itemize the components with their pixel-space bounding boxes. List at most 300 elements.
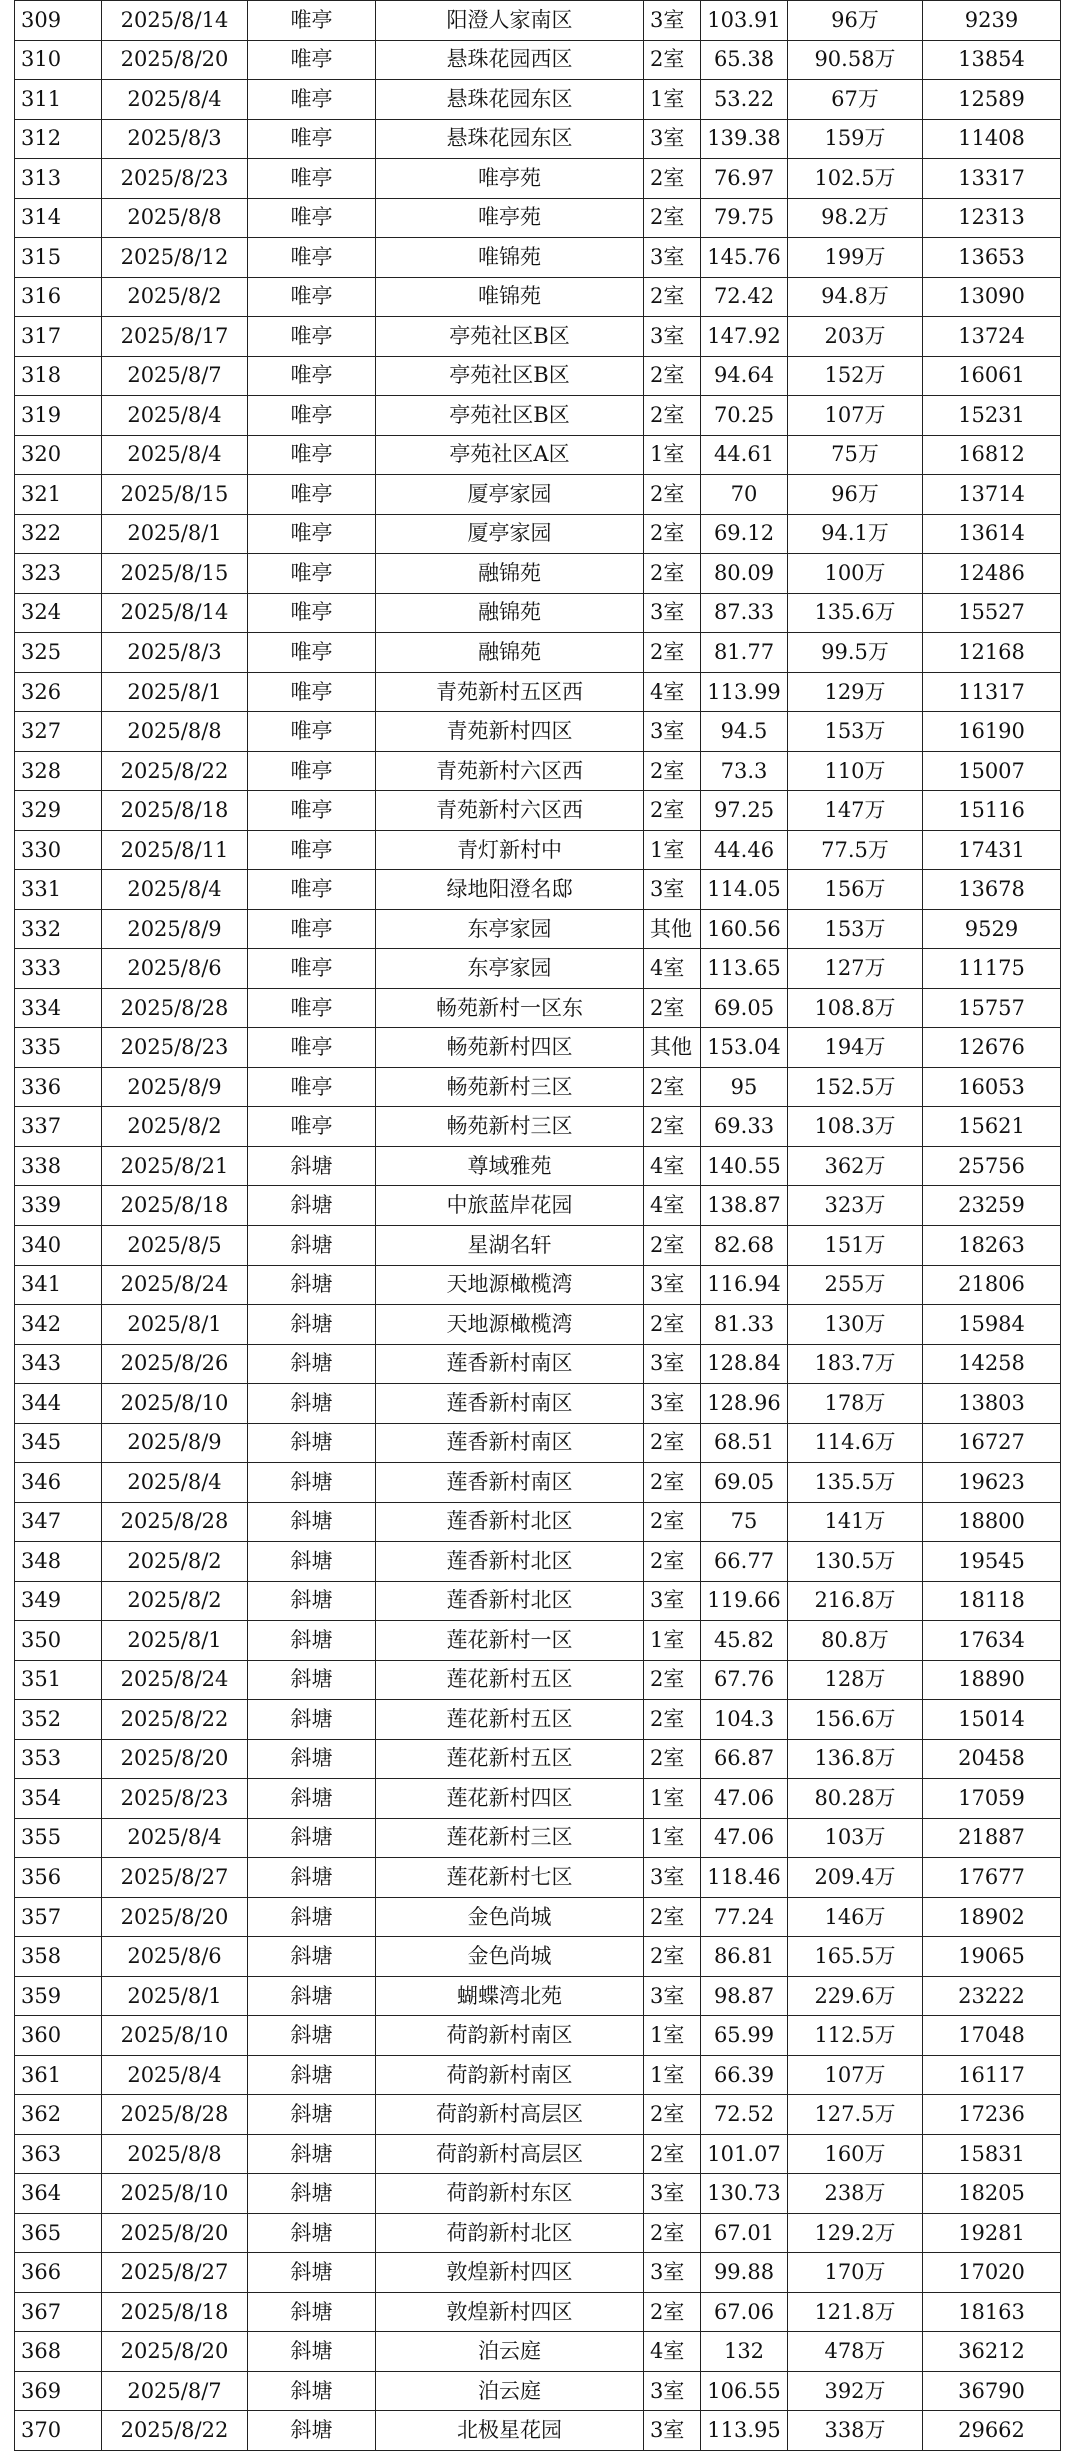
rooms-cell: 4室 <box>644 1186 701 1226</box>
unit-price-cell: 11175 <box>923 949 1061 989</box>
price-cell: 141万 <box>788 1502 923 1542</box>
price-cell: 151万 <box>788 1225 923 1265</box>
unit-price-cell: 16812 <box>923 435 1061 475</box>
rooms-cell: 1室 <box>644 80 701 120</box>
unit-price-cell: 15757 <box>923 988 1061 1028</box>
rooms-cell: 2室 <box>644 791 701 831</box>
table-row <box>15 1463 1061 1503</box>
date-cell: 2025/8/28 <box>102 1502 248 1542</box>
community-cell: 莲花新村五区 <box>376 1660 644 1700</box>
district-cell: 斜塘 <box>248 1542 376 1582</box>
unit-price-cell: 19545 <box>923 1542 1061 1582</box>
district-cell: 唯亭 <box>248 672 376 712</box>
district-cell: 唯亭 <box>248 119 376 159</box>
community-cell: 唯锦苑 <box>376 277 644 317</box>
community-cell: 莲花新村一区 <box>376 1621 644 1661</box>
table-row <box>15 2055 1061 2095</box>
table-row <box>15 1305 1061 1345</box>
date-cell: 2025/8/15 <box>102 475 248 515</box>
date-cell: 2025/8/22 <box>102 1700 248 1740</box>
price-cell: 159万 <box>788 119 923 159</box>
price-cell: 392万 <box>788 2371 923 2411</box>
row-number-cell: 370 <box>15 2411 102 2451</box>
price-cell: 216.8万 <box>788 1581 923 1621</box>
rooms-cell: 3室 <box>644 317 701 357</box>
unit-price-cell: 15831 <box>923 2134 1061 2174</box>
area-cell: 47.06 <box>701 1779 788 1819</box>
district-cell: 斜塘 <box>248 2213 376 2253</box>
row-number-cell: 341 <box>15 1265 102 1305</box>
unit-price-cell: 17677 <box>923 1858 1061 1898</box>
rooms-cell: 2室 <box>644 633 701 673</box>
date-cell: 2025/8/10 <box>102 2016 248 2056</box>
district-cell: 斜塘 <box>248 1779 376 1819</box>
date-cell: 2025/8/7 <box>102 356 248 396</box>
date-cell: 2025/8/8 <box>102 2134 248 2174</box>
row-number-cell: 315 <box>15 238 102 278</box>
row-number-cell: 336 <box>15 1067 102 1107</box>
district-cell: 斜塘 <box>248 1937 376 1977</box>
area-cell: 140.55 <box>701 1146 788 1186</box>
price-cell: 129万 <box>788 672 923 712</box>
row-number-cell: 352 <box>15 1700 102 1740</box>
row-number-cell: 311 <box>15 80 102 120</box>
date-cell: 2025/8/14 <box>102 1 248 41</box>
table-row <box>15 1502 1061 1542</box>
price-cell: 110万 <box>788 751 923 791</box>
rooms-cell: 2室 <box>644 1897 701 1937</box>
community-cell: 莲香新村南区 <box>376 1463 644 1503</box>
district-cell: 斜塘 <box>248 1305 376 1345</box>
area-cell: 113.99 <box>701 672 788 712</box>
rooms-cell: 2室 <box>644 2095 701 2135</box>
community-cell: 天地源橄榄湾 <box>376 1305 644 1345</box>
community-cell: 金色尚城 <box>376 1937 644 1977</box>
area-cell: 94.64 <box>701 356 788 396</box>
date-cell: 2025/8/8 <box>102 712 248 752</box>
community-cell: 阳澄人家南区 <box>376 1 644 41</box>
table-row <box>15 1344 1061 1384</box>
district-cell: 唯亭 <box>248 593 376 633</box>
rooms-cell: 1室 <box>644 1779 701 1819</box>
date-cell: 2025/8/4 <box>102 80 248 120</box>
table-row <box>15 2095 1061 2135</box>
row-number-cell: 368 <box>15 2332 102 2372</box>
district-cell: 唯亭 <box>248 514 376 554</box>
district-cell: 斜塘 <box>248 1384 376 1424</box>
area-cell: 113.95 <box>701 2411 788 2451</box>
price-cell: 129.2万 <box>788 2213 923 2253</box>
rooms-cell: 2室 <box>644 1700 701 1740</box>
row-number-cell: 327 <box>15 712 102 752</box>
table-row <box>15 475 1061 515</box>
area-cell: 138.87 <box>701 1186 788 1226</box>
price-cell: 152万 <box>788 356 923 396</box>
district-cell: 斜塘 <box>248 1660 376 1700</box>
area-cell: 81.77 <box>701 633 788 673</box>
date-cell: 2025/8/3 <box>102 119 248 159</box>
area-cell: 97.25 <box>701 791 788 831</box>
rooms-cell: 2室 <box>644 2134 701 2174</box>
row-number-cell: 318 <box>15 356 102 396</box>
unit-price-cell: 16053 <box>923 1067 1061 1107</box>
unit-price-cell: 16061 <box>923 356 1061 396</box>
table-row <box>15 356 1061 396</box>
row-number-cell: 357 <box>15 1897 102 1937</box>
price-cell: 98.2万 <box>788 198 923 238</box>
price-cell: 80.8万 <box>788 1621 923 1661</box>
row-number-cell: 367 <box>15 2292 102 2332</box>
table-row <box>15 198 1061 238</box>
price-cell: 135.5万 <box>788 1463 923 1503</box>
table-row <box>15 791 1061 831</box>
community-cell: 畅苑新村三区 <box>376 1067 644 1107</box>
district-cell: 斜塘 <box>248 1818 376 1858</box>
unit-price-cell: 18263 <box>923 1225 1061 1265</box>
community-cell: 尊域雅苑 <box>376 1146 644 1186</box>
rooms-cell: 2室 <box>644 475 701 515</box>
row-number-cell: 309 <box>15 1 102 41</box>
district-cell: 斜塘 <box>248 1186 376 1226</box>
district-cell: 唯亭 <box>248 554 376 594</box>
unit-price-cell: 18118 <box>923 1581 1061 1621</box>
price-cell: 153万 <box>788 909 923 949</box>
price-cell: 128万 <box>788 1660 923 1700</box>
table-row <box>15 2134 1061 2174</box>
date-cell: 2025/8/9 <box>102 909 248 949</box>
unit-price-cell: 15984 <box>923 1305 1061 1345</box>
price-cell: 77.5万 <box>788 830 923 870</box>
district-cell: 唯亭 <box>248 633 376 673</box>
district-cell: 斜塘 <box>248 2292 376 2332</box>
rooms-cell: 2室 <box>644 356 701 396</box>
row-number-cell: 343 <box>15 1344 102 1384</box>
row-number-cell: 329 <box>15 791 102 831</box>
community-cell: 亭苑社区B区 <box>376 396 644 436</box>
rooms-cell: 2室 <box>644 1305 701 1345</box>
community-cell: 融锦苑 <box>376 633 644 673</box>
area-cell: 45.82 <box>701 1621 788 1661</box>
area-cell: 128.84 <box>701 1344 788 1384</box>
price-cell: 75万 <box>788 435 923 475</box>
unit-price-cell: 12168 <box>923 633 1061 673</box>
district-cell: 斜塘 <box>248 1265 376 1305</box>
rooms-cell: 3室 <box>644 1581 701 1621</box>
row-number-cell: 364 <box>15 2174 102 2214</box>
price-cell: 102.5万 <box>788 159 923 199</box>
date-cell: 2025/8/11 <box>102 830 248 870</box>
date-cell: 2025/8/10 <box>102 2174 248 2214</box>
row-number-cell: 332 <box>15 909 102 949</box>
district-cell: 唯亭 <box>248 870 376 910</box>
table-row <box>15 159 1061 199</box>
price-cell: 199万 <box>788 238 923 278</box>
rooms-cell: 2室 <box>644 988 701 1028</box>
district-cell: 斜塘 <box>248 1502 376 1542</box>
area-cell: 86.81 <box>701 1937 788 1977</box>
area-cell: 119.66 <box>701 1581 788 1621</box>
row-number-cell: 359 <box>15 1976 102 2016</box>
community-cell: 中旅蓝岸花园 <box>376 1186 644 1226</box>
community-cell: 泊云庭 <box>376 2332 644 2372</box>
table-row <box>15 1581 1061 1621</box>
price-cell: 135.6万 <box>788 593 923 633</box>
unit-price-cell: 16727 <box>923 1423 1061 1463</box>
area-cell: 75 <box>701 1502 788 1542</box>
row-number-cell: 326 <box>15 672 102 712</box>
rooms-cell: 2室 <box>644 159 701 199</box>
community-cell: 悬珠花园西区 <box>376 40 644 80</box>
rooms-cell: 2室 <box>644 1225 701 1265</box>
unit-price-cell: 17634 <box>923 1621 1061 1661</box>
district-cell: 斜塘 <box>248 2371 376 2411</box>
row-number-cell: 349 <box>15 1581 102 1621</box>
price-cell: 99.5万 <box>788 633 923 673</box>
area-cell: 145.76 <box>701 238 788 278</box>
date-cell: 2025/8/4 <box>102 435 248 475</box>
table-row <box>15 1225 1061 1265</box>
rooms-cell: 2室 <box>644 1107 701 1147</box>
table-row <box>15 2016 1061 2056</box>
unit-price-cell: 15014 <box>923 1700 1061 1740</box>
row-number-cell: 338 <box>15 1146 102 1186</box>
community-cell: 东亭家园 <box>376 909 644 949</box>
date-cell: 2025/8/1 <box>102 514 248 554</box>
area-cell: 73.3 <box>701 751 788 791</box>
row-number-cell: 321 <box>15 475 102 515</box>
community-cell: 厦亭家园 <box>376 475 644 515</box>
table-row <box>15 672 1061 712</box>
area-cell: 72.52 <box>701 2095 788 2135</box>
area-cell: 44.61 <box>701 435 788 475</box>
unit-price-cell: 17431 <box>923 830 1061 870</box>
table-row <box>15 593 1061 633</box>
district-cell: 唯亭 <box>248 159 376 199</box>
community-cell: 天地源橄榄湾 <box>376 1265 644 1305</box>
area-cell: 66.77 <box>701 1542 788 1582</box>
date-cell: 2025/8/28 <box>102 2095 248 2135</box>
table-row <box>15 435 1061 475</box>
area-cell: 114.05 <box>701 870 788 910</box>
unit-price-cell: 12313 <box>923 198 1061 238</box>
price-cell: 338万 <box>788 2411 923 2451</box>
area-cell: 67.01 <box>701 2213 788 2253</box>
district-cell: 斜塘 <box>248 2134 376 2174</box>
district-cell: 斜塘 <box>248 1344 376 1384</box>
district-cell: 唯亭 <box>248 1 376 41</box>
rooms-cell: 2室 <box>644 1502 701 1542</box>
rooms-cell: 2室 <box>644 2292 701 2332</box>
district-cell: 唯亭 <box>248 1028 376 1068</box>
unit-price-cell: 11408 <box>923 119 1061 159</box>
date-cell: 2025/8/1 <box>102 1976 248 2016</box>
community-cell: 畅苑新村一区东 <box>376 988 644 1028</box>
row-number-cell: 314 <box>15 198 102 238</box>
date-cell: 2025/8/27 <box>102 2253 248 2293</box>
date-cell: 2025/8/24 <box>102 1265 248 1305</box>
date-cell: 2025/8/17 <box>102 317 248 357</box>
rooms-cell: 2室 <box>644 277 701 317</box>
unit-price-cell: 21806 <box>923 1265 1061 1305</box>
date-cell: 2025/8/15 <box>102 554 248 594</box>
row-number-cell: 335 <box>15 1028 102 1068</box>
area-cell: 147.92 <box>701 317 788 357</box>
table-row <box>15 1107 1061 1147</box>
rooms-cell: 4室 <box>644 949 701 989</box>
area-cell: 65.99 <box>701 2016 788 2056</box>
rooms-cell: 2室 <box>644 554 701 594</box>
unit-price-cell: 13614 <box>923 514 1061 554</box>
district-cell: 斜塘 <box>248 1858 376 1898</box>
unit-price-cell: 15621 <box>923 1107 1061 1147</box>
transaction-table <box>14 0 1061 2451</box>
district-cell: 斜塘 <box>248 2174 376 2214</box>
district-cell: 斜塘 <box>248 1423 376 1463</box>
community-cell: 星湖名轩 <box>376 1225 644 1265</box>
price-cell: 114.6万 <box>788 1423 923 1463</box>
price-cell: 362万 <box>788 1146 923 1186</box>
community-cell: 荷韵新村高层区 <box>376 2134 644 2174</box>
area-cell: 130.73 <box>701 2174 788 2214</box>
unit-price-cell: 13317 <box>923 159 1061 199</box>
area-cell: 95 <box>701 1067 788 1107</box>
price-cell: 67万 <box>788 80 923 120</box>
date-cell: 2025/8/2 <box>102 1107 248 1147</box>
date-cell: 2025/8/20 <box>102 1739 248 1779</box>
district-cell: 斜塘 <box>248 2016 376 2056</box>
area-cell: 82.68 <box>701 1225 788 1265</box>
unit-price-cell: 15231 <box>923 396 1061 436</box>
community-cell: 莲香新村北区 <box>376 1502 644 1542</box>
district-cell: 唯亭 <box>248 751 376 791</box>
table-row <box>15 1384 1061 1424</box>
area-cell: 44.46 <box>701 830 788 870</box>
row-number-cell: 310 <box>15 40 102 80</box>
unit-price-cell: 19065 <box>923 1937 1061 1977</box>
date-cell: 2025/8/21 <box>102 1146 248 1186</box>
area-cell: 76.97 <box>701 159 788 199</box>
table-row <box>15 119 1061 159</box>
unit-price-cell: 9239 <box>923 1 1061 41</box>
community-cell: 敦煌新村四区 <box>376 2253 644 2293</box>
date-cell: 2025/8/23 <box>102 1779 248 1819</box>
row-number-cell: 351 <box>15 1660 102 1700</box>
price-cell: 147万 <box>788 791 923 831</box>
table-row <box>15 317 1061 357</box>
table-row <box>15 1976 1061 2016</box>
rooms-cell: 3室 <box>644 2411 701 2451</box>
district-cell: 唯亭 <box>248 396 376 436</box>
price-cell: 178万 <box>788 1384 923 1424</box>
price-cell: 100万 <box>788 554 923 594</box>
price-cell: 121.8万 <box>788 2292 923 2332</box>
rooms-cell: 2室 <box>644 1739 701 1779</box>
community-cell: 唯锦苑 <box>376 238 644 278</box>
table-row <box>15 2371 1061 2411</box>
date-cell: 2025/8/4 <box>102 1818 248 1858</box>
community-cell: 青灯新村中 <box>376 830 644 870</box>
table-row <box>15 2253 1061 2293</box>
district-cell: 唯亭 <box>248 830 376 870</box>
row-number-cell: 369 <box>15 2371 102 2411</box>
row-number-cell: 354 <box>15 1779 102 1819</box>
date-cell: 2025/8/1 <box>102 1305 248 1345</box>
date-cell: 2025/8/9 <box>102 1423 248 1463</box>
date-cell: 2025/8/9 <box>102 1067 248 1107</box>
table-body <box>15 1 1061 2451</box>
rooms-cell: 1室 <box>644 830 701 870</box>
area-cell: 77.24 <box>701 1897 788 1937</box>
area-cell: 104.3 <box>701 1700 788 1740</box>
unit-price-cell: 17059 <box>923 1779 1061 1819</box>
date-cell: 2025/8/22 <box>102 2411 248 2451</box>
date-cell: 2025/8/20 <box>102 1897 248 1937</box>
row-number-cell: 331 <box>15 870 102 910</box>
date-cell: 2025/8/4 <box>102 2055 248 2095</box>
district-cell: 唯亭 <box>248 356 376 396</box>
unit-price-cell: 25756 <box>923 1146 1061 1186</box>
community-cell: 青苑新村六区西 <box>376 791 644 831</box>
price-cell: 136.8万 <box>788 1739 923 1779</box>
rooms-cell: 2室 <box>644 1463 701 1503</box>
community-cell: 莲香新村南区 <box>376 1384 644 1424</box>
price-cell: 108.3万 <box>788 1107 923 1147</box>
community-cell: 莲花新村五区 <box>376 1739 644 1779</box>
community-cell: 畅苑新村四区 <box>376 1028 644 1068</box>
table-row <box>15 1186 1061 1226</box>
unit-price-cell: 12676 <box>923 1028 1061 1068</box>
table-row <box>15 554 1061 594</box>
row-number-cell: 358 <box>15 1937 102 1977</box>
district-cell: 斜塘 <box>248 1581 376 1621</box>
row-number-cell: 316 <box>15 277 102 317</box>
price-cell: 165.5万 <box>788 1937 923 1977</box>
rooms-cell: 2室 <box>644 1660 701 1700</box>
rooms-cell: 2室 <box>644 396 701 436</box>
date-cell: 2025/8/2 <box>102 1542 248 1582</box>
unit-price-cell: 13854 <box>923 40 1061 80</box>
price-cell: 183.7万 <box>788 1344 923 1384</box>
table-row <box>15 238 1061 278</box>
price-cell: 229.6万 <box>788 1976 923 2016</box>
unit-price-cell: 14258 <box>923 1344 1061 1384</box>
rooms-cell: 其他 <box>644 1028 701 1068</box>
table-row <box>15 1858 1061 1898</box>
community-cell: 敦煌新村四区 <box>376 2292 644 2332</box>
price-cell: 127.5万 <box>788 2095 923 2135</box>
community-cell: 青苑新村四区 <box>376 712 644 752</box>
community-cell: 青苑新村五区西 <box>376 672 644 712</box>
table-row <box>15 1423 1061 1463</box>
unit-price-cell: 19623 <box>923 1463 1061 1503</box>
area-cell: 94.5 <box>701 712 788 752</box>
price-cell: 108.8万 <box>788 988 923 1028</box>
district-cell: 唯亭 <box>248 909 376 949</box>
row-number-cell: 347 <box>15 1502 102 1542</box>
date-cell: 2025/8/18 <box>102 2292 248 2332</box>
date-cell: 2025/8/10 <box>102 1384 248 1424</box>
row-number-cell: 319 <box>15 396 102 436</box>
rooms-cell: 3室 <box>644 1858 701 1898</box>
table-row <box>15 1067 1061 1107</box>
date-cell: 2025/8/14 <box>102 593 248 633</box>
table-row <box>15 1660 1061 1700</box>
date-cell: 2025/8/3 <box>102 633 248 673</box>
community-cell: 融锦苑 <box>376 593 644 633</box>
price-cell: 130.5万 <box>788 1542 923 1582</box>
row-number-cell: 350 <box>15 1621 102 1661</box>
area-cell: 67.06 <box>701 2292 788 2332</box>
